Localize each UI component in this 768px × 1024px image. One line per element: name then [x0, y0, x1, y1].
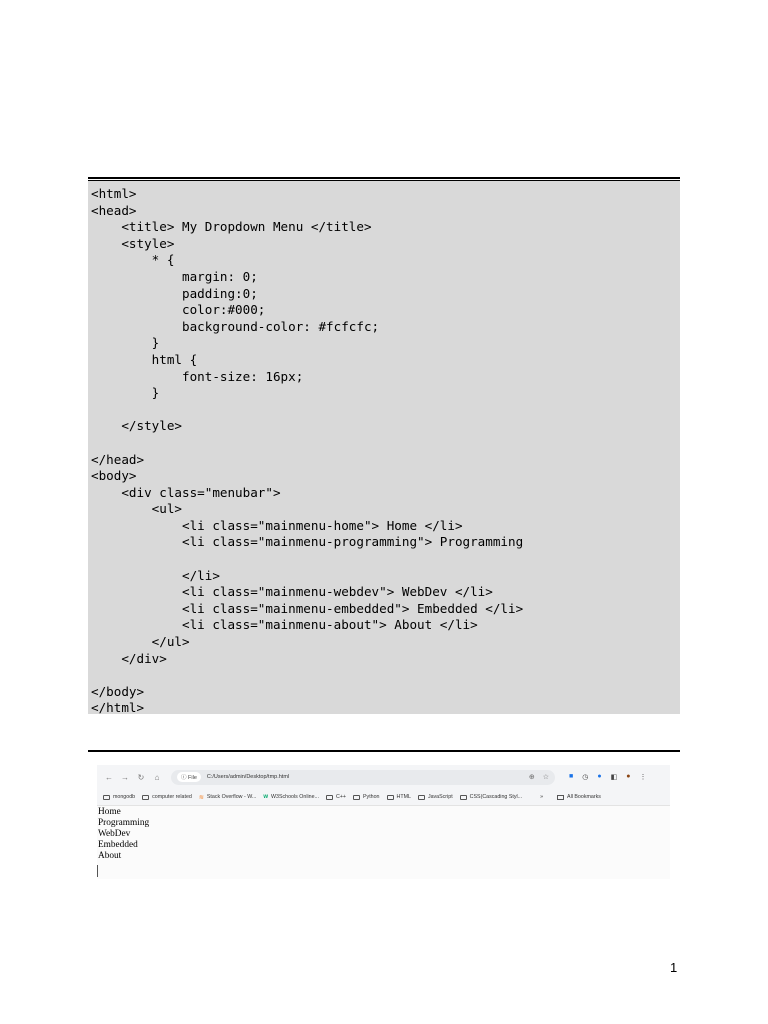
code-line: <li class="mainmenu-embedded"> Embedded </li> [91, 600, 524, 616]
folder-icon [418, 795, 425, 800]
code-line: </ul> [91, 634, 190, 650]
code-line: <ul> [91, 501, 182, 517]
code-line: </head> [91, 451, 145, 467]
bookmark-item[interactable] [103, 794, 135, 800]
browser-toolbar [97, 765, 670, 789]
folder-icon [557, 795, 564, 800]
code-line: background-color: #fcfcfc; [91, 318, 380, 334]
extension-icons [569, 773, 646, 781]
folder-icon [353, 795, 360, 800]
history-icon[interactable]: ◷ [582, 774, 589, 781]
bookmark-item[interactable] [263, 794, 319, 800]
bookmark-item[interactable] [418, 794, 453, 800]
code-text [88, 181, 680, 717]
menu-item-webdev: WebDev [98, 829, 131, 839]
code-line: <li class="mainmenu-programming"> Programming [91, 534, 524, 550]
bookmark-label: JavaScript [427, 794, 453, 800]
top-rule [88, 177, 680, 179]
rendered-page [97, 807, 670, 879]
code-line: </li> [91, 567, 220, 583]
code-line: html { [91, 351, 198, 367]
menu-item-programming: Programming [98, 818, 150, 828]
bookmark-star-icon[interactable]: ☆ [542, 774, 549, 781]
file-chip[interactable]: ⓘ File [177, 772, 201, 782]
menu-item-home: Home [98, 807, 121, 817]
bookmark-label: mongodb [113, 794, 136, 800]
stackoverflow-icon: ≋ [198, 794, 204, 801]
folder-icon [387, 795, 394, 800]
page-number: 1 [670, 960, 678, 975]
bookmark-item[interactable] [326, 794, 346, 800]
more-bookmarks-icon[interactable]: » [540, 794, 544, 800]
bookmark-label: W3Schools Online... [271, 794, 319, 800]
code-line: } [91, 335, 160, 351]
bookmark-label: computer related [152, 794, 192, 800]
code-line: <body> [91, 468, 137, 484]
home-icon[interactable]: ⌂ [154, 772, 160, 782]
bookmark-label: CSS(Cascading Styl... [469, 794, 523, 800]
bookmark-label: C++ [336, 794, 347, 800]
code-line: </html> [91, 700, 145, 716]
profile-avatar[interactable]: ● [626, 773, 631, 780]
file-chip-label: File [188, 775, 197, 781]
code-line: <title> My Dropdown Menu </title> [91, 219, 372, 235]
folder-icon [460, 795, 467, 800]
extension-icon[interactable]: ● [597, 773, 602, 780]
code-line: <style> [91, 235, 175, 251]
extensions-puzzle-icon[interactable]: ◧ [610, 774, 618, 781]
all-bookmarks-label: All Bookmarks [567, 794, 601, 800]
folder-icon [103, 795, 110, 800]
code-line: </body> [91, 683, 145, 699]
code-line: color:#000; [91, 302, 266, 318]
bookmark-item[interactable] [387, 794, 411, 800]
code-line: * { [91, 252, 175, 268]
address-bar[interactable] [171, 770, 555, 785]
section-divider [88, 750, 680, 752]
zoom-icon[interactable]: ⊕ [528, 774, 535, 781]
code-line: <html> [91, 186, 137, 201]
code-line: </style> [91, 418, 182, 434]
w3schools-icon: w [263, 794, 268, 800]
bookmark-item[interactable] [142, 794, 192, 800]
reload-icon[interactable]: ↻ [137, 772, 145, 782]
forward-icon[interactable]: → [121, 772, 129, 782]
text-caret [97, 865, 98, 877]
back-icon[interactable]: ← [105, 772, 113, 782]
code-line: font-size: 16px; [91, 368, 304, 384]
code-line: <head> [91, 202, 137, 218]
code-line: <li class="mainmenu-about"> About </li> [91, 617, 478, 633]
bookmark-item[interactable] [460, 794, 522, 800]
menu-item-about: About [98, 851, 122, 861]
menu-item-embedded: Embedded [98, 840, 138, 850]
code-line: <li class="mainmenu-home"> Home </li> [91, 517, 463, 533]
code-block [88, 181, 680, 714]
folder-icon [142, 795, 149, 800]
bookmark-label: Stack Overflow - W... [206, 794, 257, 800]
browser-screenshot [97, 765, 670, 879]
code-line: <div class="menubar"> [91, 484, 281, 500]
code-line: <li class="mainmenu-webdev"> WebDev </li> [91, 584, 493, 600]
folder-icon [326, 795, 333, 800]
bookmark-label: HTML [396, 794, 411, 800]
code-line: padding:0; [91, 285, 258, 301]
menu-icon[interactable]: ⋮ [639, 774, 647, 781]
bookmark-label: Python [363, 794, 380, 800]
bookmark-item[interactable] [353, 794, 380, 800]
code-line: </div> [91, 650, 167, 666]
extension-icon[interactable]: ■ [569, 773, 574, 780]
code-line: } [91, 385, 160, 401]
bookmarks-bar [97, 789, 670, 806]
url-text[interactable]: C:/Users/admin/Desktop/tmp.html [206, 774, 290, 780]
all-bookmarks-button[interactable] [557, 794, 601, 800]
bookmark-item[interactable] [199, 794, 256, 801]
code-line: margin: 0; [91, 268, 258, 284]
